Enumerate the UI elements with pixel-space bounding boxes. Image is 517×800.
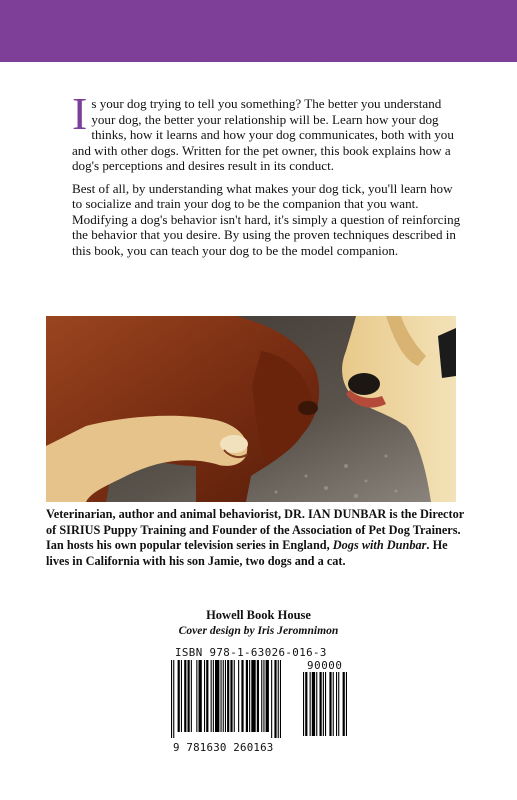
dogs-photo xyxy=(46,316,456,502)
isbn-barcode xyxy=(171,660,301,740)
purple-header-band xyxy=(0,0,517,62)
blurb-text xyxy=(72,88,464,258)
header-chevron-shape xyxy=(0,0,517,62)
drop-cap: I xyxy=(72,88,88,139)
tv-show-title: Dogs with Dunbar xyxy=(332,538,427,553)
price-barcode xyxy=(303,672,353,740)
author-bio xyxy=(46,507,466,569)
publisher-name: Howell Book House xyxy=(206,608,311,622)
author-bio-text-1: Veterinarian, author and animal behaviorist, DR. IAN DUNBAR is the Director of SIRIUS Puppy Training and Founder of the Association of Pet Dog Trainers. Ian hosts his own popular television series in England, xyxy=(46,507,464,553)
blurb-paragraph-2: Best of all, by understanding what makes your dog tick, you'll learn how to socialize and train your dog to be the companion that you want. Modifying a dog's behavior isn't hard, it's simply a question of reinforcing the behavior that you desire. By using the proven techniques described in this book, you can teach your dog to be the model companion. xyxy=(72,180,461,258)
cover-design-credit: Cover design by Iris Jeromnimon xyxy=(178,624,339,637)
blurb-paragraph-1 xyxy=(72,88,464,174)
isbn-label: ISBN 978-1-63026-016-3 xyxy=(175,646,327,659)
dogs-photo-illustration xyxy=(46,316,456,502)
barcode-digits: 9 781630 260163 xyxy=(173,741,274,754)
blurb-paragraph-1-text: s your dog trying to tell you something? The better you understand your dog, the better your relationship will be. Learn how your dog thinks, how it learns and how your dog communicates, both with you and with other dogs. Written for the pet owner, this book explains how a dog's perceptions and desires result in its conduct. xyxy=(72,96,454,173)
author-bio-text-2: . He lives in California with his son Jamie, two dogs and a cat. xyxy=(46,538,448,568)
barcode-price-code: 90000 xyxy=(307,659,343,672)
